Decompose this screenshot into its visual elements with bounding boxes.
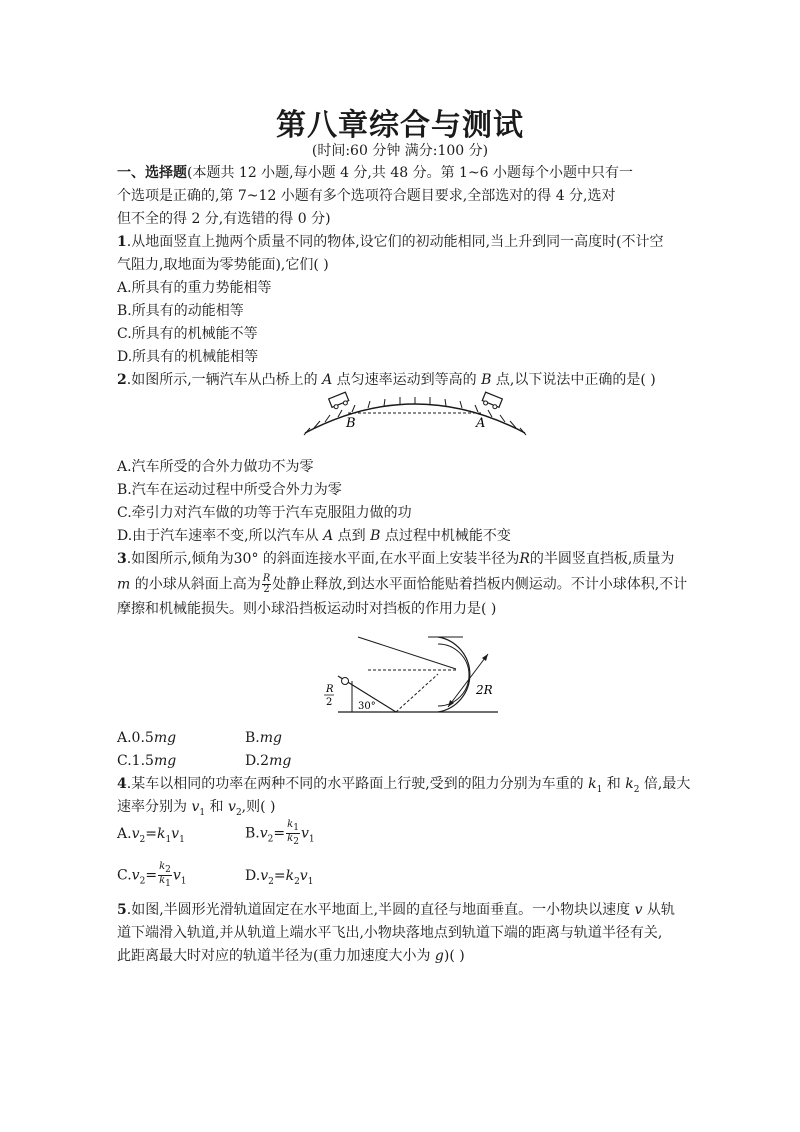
q2-d-text-b: 点到 <box>333 528 371 544</box>
fig-label-b: B <box>346 416 356 431</box>
q3-d-mg: mg <box>269 753 292 769</box>
q4-c-fraction <box>158 862 172 889</box>
q4-k1-sub: 1 <box>596 784 603 795</box>
q5-stem-line2: 道下端滑入轨道,并从轨道上端水平飞出,小物块落地点到轨道下端的距离与轨道半径有关, <box>117 925 663 941</box>
q4-v1-sub: 1 <box>199 807 206 818</box>
q4-text-a: .某车以相同的功率在两种不同的水平路面上行驶,受到的阻力分别为车重的 <box>126 776 589 792</box>
q5-stem-line3 <box>117 946 697 966</box>
q3-text-d: 处静止释放,到达水平面恰能贴着挡板内侧运动。不计小球体积,不计 <box>272 576 688 593</box>
q4-v2: v <box>228 799 236 815</box>
q5-gravity: g <box>434 948 444 964</box>
q3-text-b: 的半圆竖直挡板,质量为 <box>529 551 675 567</box>
q4-number: 4 <box>117 776 127 792</box>
q4-k2-sub: 2 <box>633 784 640 795</box>
car-at-b <box>329 392 350 410</box>
q3-stem-line3: 摩擦和机械能损失。则小球沿挡板运动时对挡板的作用力是( ) <box>117 601 497 617</box>
q2-option-c: C.牵引力对汽车做的功等于汽车克服阻力做的功 <box>117 505 412 521</box>
q3-b-text: B. <box>245 730 260 746</box>
page-title: 第八章综合与测试 <box>276 108 524 143</box>
q2-option-d <box>117 526 697 546</box>
q4-d-v1: v <box>299 868 308 884</box>
q3-option-c <box>117 751 176 771</box>
q3-text-a: .如图所示,倾角为30° 的斜面连接水平面,在水平面上安装半径为 <box>126 551 520 567</box>
q1-option-a: A.所具有的重力势能相等 <box>117 280 272 296</box>
q4-c-k2-sub: 2 <box>165 865 171 875</box>
q4-option-c: $C.v_2=$ $\frac{k_2}{k_1}$ $v_1$ <box>117 861 187 889</box>
q2-d-text-a: D.由于汽车速率不变,所以汽车从 <box>117 528 324 544</box>
q4-c-k1-sub: 1 <box>165 879 171 889</box>
q5-stem-line1 <box>117 900 697 920</box>
q4-a-label: A. <box>117 826 132 842</box>
q4-text-e: 和 <box>205 799 229 815</box>
q4-k1: k <box>588 776 597 792</box>
q4-b-v2: v <box>259 825 268 842</box>
q3-height-fraction <box>262 574 272 595</box>
q2-d-text-c: 点过程中机械能不变 <box>380 528 511 544</box>
q4-option-d: $D.v_2=k_2v_1$ <box>245 868 314 887</box>
q2-point-a: A <box>322 372 333 388</box>
q5-text-a: .如图,半圆形光滑轨道固定在水平地面上,半圆的直径与地面垂直。一小物块以速度 <box>126 902 635 918</box>
q2-option-b: B.汽车在运动过程中所受合外力为零 <box>117 482 342 498</box>
q4-text-c: 倍,最大 <box>639 776 691 792</box>
q3-d-text: D.2 <box>245 753 270 769</box>
page-subtitle: (时间:60 分钟 满分:100 分) <box>311 143 489 159</box>
q4-b-k1-sub: 1 <box>293 823 299 833</box>
q4-b-k2: k <box>287 833 294 844</box>
fig-2r-label: 2R <box>476 683 493 697</box>
q4-c-v1: v <box>172 867 181 884</box>
q4-a-k1-sub: 1 <box>165 834 172 845</box>
q2-bridge-figure <box>300 385 530 440</box>
q4-b-frac-bot <box>286 834 300 847</box>
q2-d-point-b: B <box>370 528 381 544</box>
q3-stem-line2 <box>117 574 697 595</box>
q4-stem-line2 <box>117 797 697 823</box>
q4-a-k1: k <box>156 826 166 842</box>
q3-number: 3 <box>117 551 127 567</box>
q5-text-b: 从轨 <box>642 902 675 918</box>
q4-b-v1: v <box>300 825 309 842</box>
q4-c-k2: k <box>159 861 166 872</box>
q4-stem-line1 <box>117 774 697 800</box>
q2-number: 2 <box>117 372 127 388</box>
q3-radius: R <box>519 551 530 567</box>
q3-stem-line1 <box>117 549 697 569</box>
section-intro-line3: 但不全的得 2 分,有选错的得 0 分) <box>117 211 331 227</box>
q4-a-v1-sub: 1 <box>179 834 185 845</box>
q4-b-k2-sub: 2 <box>293 837 299 847</box>
q4-k2: k <box>625 776 634 792</box>
q4-c-k1: k <box>159 875 166 886</box>
q5-number: 5 <box>117 902 127 918</box>
q4-c-frac-top <box>158 862 172 876</box>
q4-a-v2: v <box>131 826 140 842</box>
q4-d-v2: v <box>260 868 269 884</box>
top-slant-line <box>358 637 456 669</box>
q4-d-k2-sub: 2 <box>294 876 300 887</box>
q4-a-v2-sub: 2 <box>139 834 146 845</box>
q1-option-c: C.所具有的机械能不等 <box>117 326 258 342</box>
q3-c-text: C.1.5 <box>117 753 154 769</box>
q3-a-mg: mg <box>153 730 177 746</box>
q4-v2-sub: 2 <box>235 807 242 818</box>
q4-option-b: $B.v_2=$ $\frac{k_1}{k_2}$ $v_1$ <box>245 819 315 847</box>
q4-d-label: D. <box>245 868 261 884</box>
q4-b-k1: k <box>287 819 294 830</box>
fig-angle-label: 30° <box>358 701 376 712</box>
q4-b-v1-sub: 1 <box>308 834 315 845</box>
q4-d-v1-sub: 1 <box>307 876 314 887</box>
q4-text-f: ,则( ) <box>241 799 276 815</box>
q4-b-label: B. <box>245 825 260 842</box>
fig-r-label: R <box>326 684 334 695</box>
q2-text-b: 点匀速率运动到等高的 <box>332 372 482 388</box>
q4-text-d: 速率分别为 <box>117 799 192 815</box>
q3-option-d <box>245 751 291 771</box>
q4-option-a: $A.v_2=k_1v_1$ <box>117 826 185 845</box>
q3-incline-figure <box>318 632 518 720</box>
q5-text-c: 此距离最大时对应的轨道半径为(重力加速度大小为 <box>117 948 435 964</box>
q3-b-mg: mg <box>259 730 282 746</box>
radius-dashed-line <box>396 674 438 712</box>
q5-text-d: )( ) <box>443 948 465 964</box>
q1-text1: .从地面竖直上抛两个质量不同的物体,设它们的初动能相同,当上升到同一高度时(不计空 <box>126 234 664 250</box>
q2-option-a: A.汽车所受的合外力做功不为零 <box>117 459 314 475</box>
q2-text-c: 点,以下说法中正确的是( ) <box>491 372 656 388</box>
q2-d-point-a: A <box>323 528 334 544</box>
q4-a-v1: v <box>171 826 180 842</box>
q1-option-b: B.所具有的动能相等 <box>117 303 244 319</box>
semicircle-inner <box>438 644 469 706</box>
section-intro-text1: (本题共 12 小题,每小题 4 分,共 48 分。第 1~6 小题每个小题中只有一 <box>187 165 634 181</box>
q3-option-b <box>245 728 282 748</box>
q3-a-text: A.0.5 <box>117 730 154 746</box>
q4-text-b: 和 <box>602 776 626 792</box>
q4-v1: v <box>191 799 200 815</box>
q1-option-d: D.所具有的机械能相等 <box>117 349 259 365</box>
frac-numerator: R <box>262 573 271 584</box>
q1-number: 1 <box>117 234 127 250</box>
q3-text-c: 的小球从斜面上高为 <box>130 576 261 593</box>
q3-mass: m <box>117 576 131 593</box>
ball <box>342 678 349 685</box>
q2-text-a: .如图所示,一辆汽车从凸桥上的 <box>126 372 323 388</box>
q4-c-label: C. <box>117 867 132 884</box>
q4-d-k2: k <box>285 868 295 884</box>
fig-two-label: 2 <box>326 697 333 708</box>
section-intro-line2: 个选项是正确的,第 7~12 小题有多个选项符合题目要求,全部选对的得 4 分,选对 <box>117 188 616 204</box>
q3-option-a <box>117 728 176 748</box>
q4-c-v1-sub: 1 <box>180 876 187 887</box>
frac-denominator: 2 <box>263 584 270 595</box>
car-at-a <box>481 392 502 410</box>
q5-velocity: v <box>634 902 643 918</box>
q4-b-fraction <box>286 820 300 847</box>
q2-point-b: B <box>481 372 492 388</box>
q3-c-mg: mg <box>153 753 177 769</box>
q1-stem-line1 <box>117 232 697 252</box>
q4-d-v2-sub: 2 <box>268 876 274 887</box>
q4-c-frac-bot <box>158 876 172 889</box>
section-intro-line1 <box>117 163 697 183</box>
q4-b-frac-top <box>286 820 300 834</box>
section-heading: 一、选择题 <box>117 165 187 181</box>
q4-c-v2-sub: 2 <box>139 876 146 887</box>
q4-c-v2: v <box>131 867 140 884</box>
q1-stem-line2: 气阻力,取地面为零势能面),它们( ) <box>117 257 329 273</box>
fig-label-a: A <box>476 416 486 431</box>
q4-b-v2-sub: 2 <box>267 834 274 845</box>
